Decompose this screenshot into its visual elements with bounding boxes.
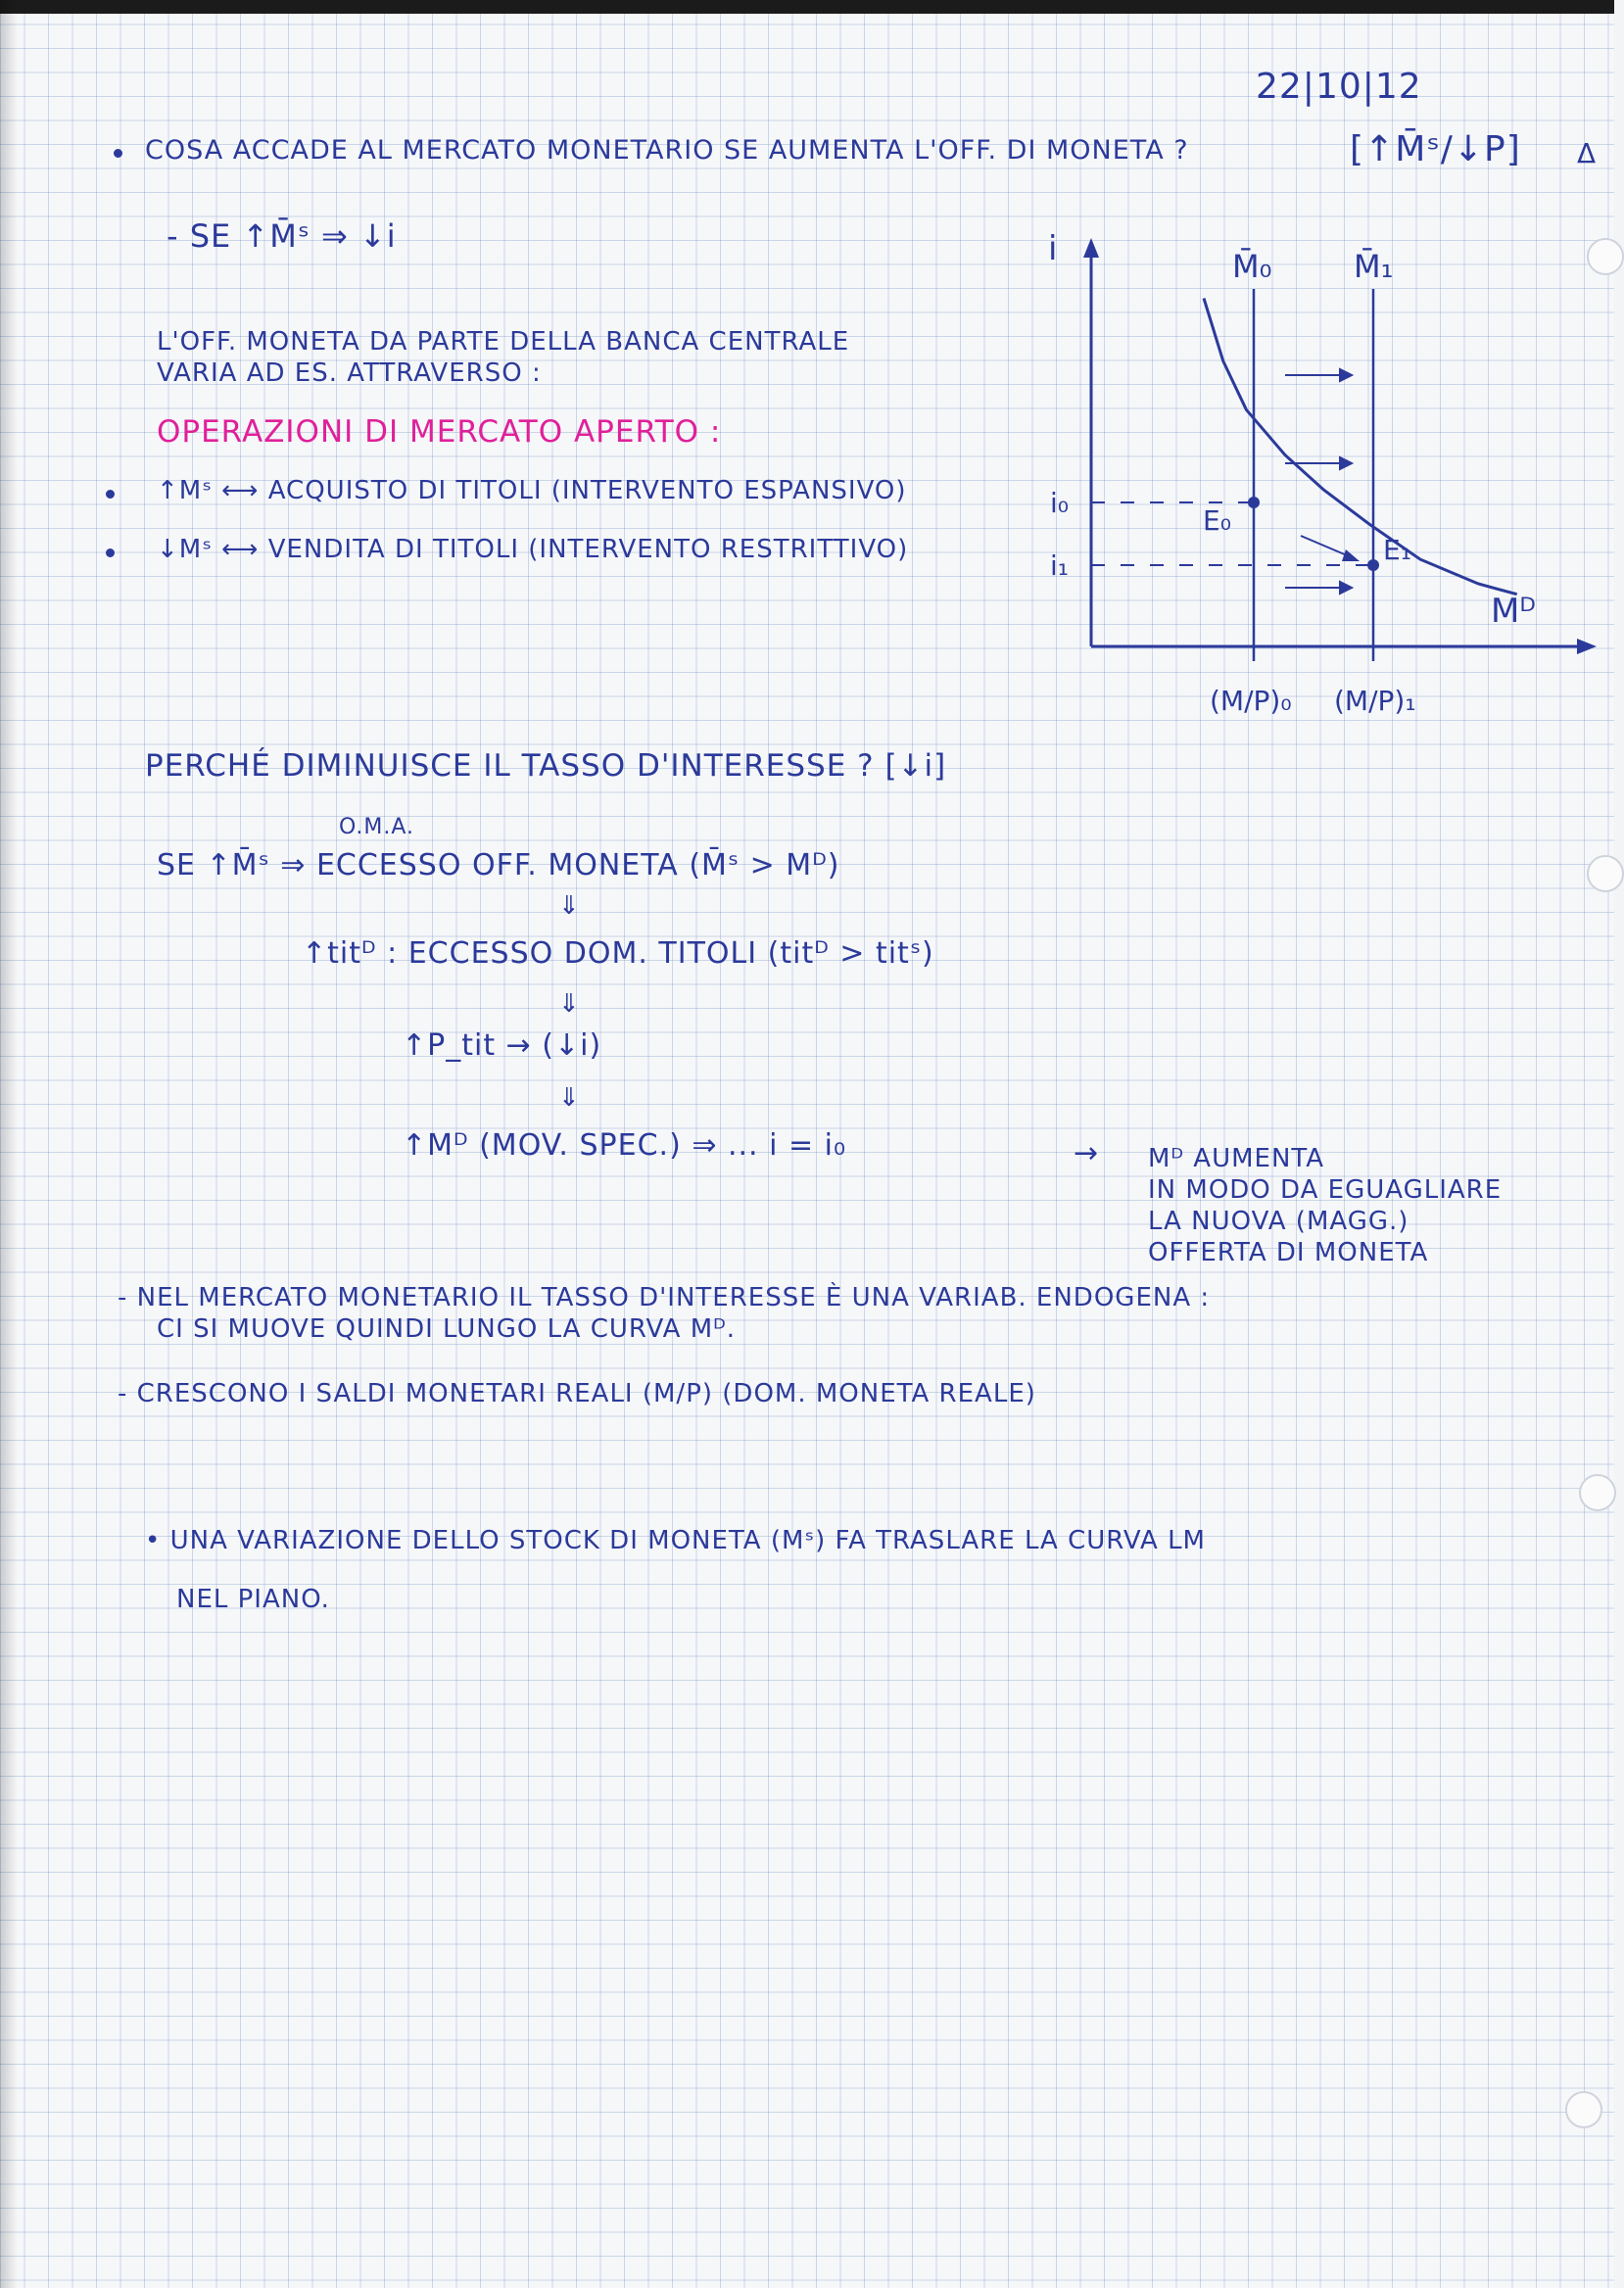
money-market-diagram bbox=[1048, 220, 1606, 730]
y-tick-i1: i₁ bbox=[1050, 549, 1070, 582]
chain-step-1: SE ↑M̄ˢ ⇒ ECCESSO OFF. MONETA (M̄ˢ > Mᴰ) bbox=[157, 848, 840, 882]
x-tick-label-1: (M/P)₁ bbox=[1334, 685, 1416, 717]
note-line: IN MODO DA EGUAGLIARE bbox=[1148, 1175, 1503, 1205]
punch-hole bbox=[1579, 1474, 1616, 1511]
down-arrow: ⇓ bbox=[558, 1083, 581, 1113]
move-along-arrow-icon bbox=[1342, 549, 1360, 561]
chain-step-2: ↑titᴰ : ECCESSO DOM. TITOLI (titᴰ > titˢ) bbox=[302, 936, 934, 971]
bracket-note: [↑M̄ˢ/↓P] bbox=[1350, 129, 1521, 169]
point-line: CI SI MUOVE QUINDI LUNGO LA CURVA Mᴰ. bbox=[157, 1314, 737, 1344]
list-item: ↓Mˢ ⟷ VENDITA DI TITOLI (INTERVENTO RESTRITTIVO) bbox=[157, 535, 909, 564]
bullet bbox=[114, 149, 122, 158]
equilibrium-label-0: E₀ bbox=[1203, 504, 1231, 537]
scan-top-edge bbox=[0, 0, 1614, 14]
bullet bbox=[106, 548, 115, 557]
note-line: LA NUOVA (MAGG.) bbox=[1148, 1207, 1409, 1236]
money-demand-label: Mᴰ bbox=[1491, 592, 1536, 631]
equilibrium-label-1: E₁ bbox=[1383, 534, 1411, 566]
down-arrow: ⇓ bbox=[558, 891, 581, 921]
section-heading: OPERAZIONI DI MERCATO APERTO : bbox=[157, 414, 722, 450]
question-heading-2: PERCHÉ DIMINUISCE IL TASSO D'INTERESSE ? [↓i] bbox=[145, 748, 947, 784]
chain-step-4: ↑Mᴰ (MOV. SPEC.) ⇒ ... i = i₀ bbox=[402, 1128, 847, 1163]
text-line: VARIA AD ES. ATTRAVERSO : bbox=[157, 358, 542, 388]
down-arrow: ⇓ bbox=[558, 989, 581, 1019]
money-supply-label-1: M̄₁ bbox=[1354, 248, 1394, 285]
equilibrium-point-0 bbox=[1248, 497, 1260, 508]
equilibrium-point-1 bbox=[1367, 559, 1379, 571]
oma-abbreviation: O.M.A. bbox=[339, 815, 415, 839]
y-tick-i0: i₀ bbox=[1050, 487, 1070, 519]
chain-step-3: ↑P_tit → (↓i) bbox=[402, 1028, 602, 1063]
note-line: Mᴰ AUMENTA bbox=[1148, 1144, 1325, 1173]
y-axis-arrow-icon bbox=[1083, 238, 1099, 258]
implication-line: - SE ↑M̄ˢ ⇒ ↓i bbox=[167, 217, 397, 255]
text-line: L'OFF. MONETA DA PARTE DELLA BANCA CENTRALE bbox=[157, 327, 850, 357]
question-heading: COSA ACCADE AL MERCATO MONETARIO SE AUMENTA L'OFF. DI MONETA ? bbox=[145, 135, 1189, 166]
money-supply-label-0: M̄₀ bbox=[1232, 248, 1272, 285]
shift-arrows bbox=[1285, 369, 1352, 594]
point-line: - CRESCONO I SALDI MONETARI REALI (M/P) (DOM. MONETA REALE) bbox=[118, 1379, 1036, 1408]
page-date: 22|10|12 bbox=[1256, 67, 1422, 107]
y-axis-label: i bbox=[1048, 229, 1058, 268]
point-line: • UNA VARIAZIONE DELLO STOCK DI MONETA (Mˢ) FA TRASLARE LA CURVA LM bbox=[145, 1526, 1206, 1555]
list-item: ↑Mˢ ⟷ ACQUISTO DI TITOLI (INTERVENTO ESPANSIVO) bbox=[157, 476, 907, 505]
punch-hole bbox=[1565, 2091, 1602, 2128]
note-arrow: → bbox=[1074, 1136, 1100, 1170]
money-demand-curve bbox=[1204, 299, 1517, 595]
delta-mark: Δ bbox=[1577, 137, 1598, 169]
page-left-shadow bbox=[0, 0, 18, 2288]
note-line: OFFERTA DI MONETA bbox=[1148, 1238, 1429, 1267]
bullet bbox=[106, 490, 115, 499]
point-line: NEL PIANO. bbox=[176, 1585, 330, 1614]
point-line: - NEL MERCATO MONETARIO IL TASSO D'INTERESSE È UNA VARIAB. ENDOGENA : bbox=[118, 1283, 1211, 1312]
x-axis-arrow-icon bbox=[1577, 639, 1597, 654]
x-tick-label-0: (M/P)₀ bbox=[1210, 685, 1292, 717]
punch-hole bbox=[1587, 855, 1624, 892]
